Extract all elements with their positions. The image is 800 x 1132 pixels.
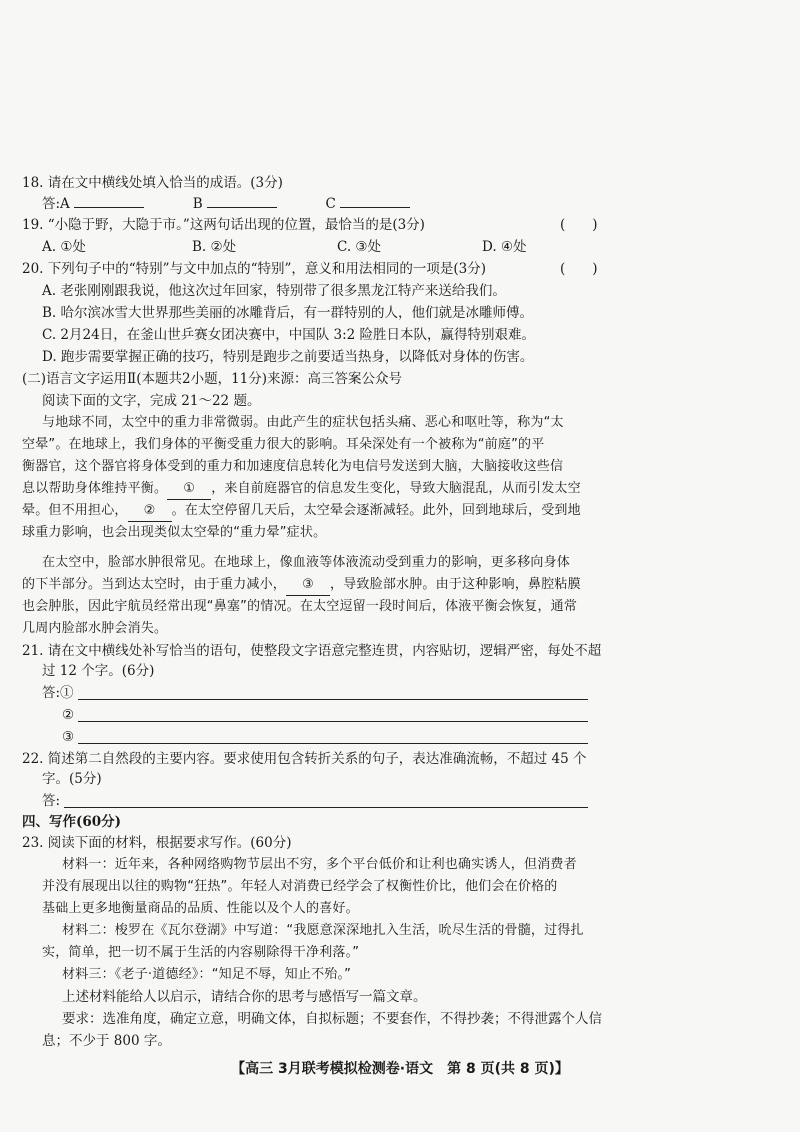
passage-blank-1: ① (167, 479, 211, 500)
q23-material3: 材料三：《老子·道德经》：“知足不辱，知止不殆。” (62, 967, 352, 982)
q23-material2-line2: 实，简单，把一切不属于生活的内容剔除得干净利落。” (42, 945, 360, 960)
q23-stem: 23. 阅读下面的材料，根据要求写作。(60分) (22, 835, 292, 851)
q19-option-b: B. ②处 (192, 239, 237, 255)
passage-p1-line5-b: 。在太空停留几天后，太空晕会逐渐减轻。此外，回到地球后，受到地 (171, 503, 581, 518)
q18-answer-prefix: 答:A (42, 196, 70, 212)
q23-material1-line2: 并没有展现出以往的购物“狂热”。年轻人对消费已经学会了权衡性价比，他们会在价格的 (42, 879, 558, 894)
passage-p1-line4 (22, 479, 581, 500)
q21-mark-2: ② (62, 707, 75, 723)
passage-blank-2: ② (128, 501, 172, 522)
q22-stem-line2: 字。(5分) (42, 771, 102, 787)
q19-answer-paren[interactable]: ( ) (560, 217, 598, 233)
passage-p1-line2: 空晕”。在地球上，我们身体的平衡受重力很大的影响。耳朵深处有一个被称为“前庭”的平 (22, 437, 545, 452)
q22-answer-line[interactable] (64, 807, 588, 808)
q21-answer-line-1[interactable] (78, 699, 588, 700)
passage-p2-line1: 在太空中，脸部水肿很常见。在地球上，像血液等体液流动受到重力的影响，更多移向身体 (42, 555, 571, 570)
q18-stem: 18. 请在文中横线处填入恰当的成语。(3分) (22, 175, 283, 191)
q23-requirement-line1: 要求：选准角度，确定立意，明确文体，自拟标题；不要套作，不得抄袭；不得泄露个人信 (62, 1011, 602, 1027)
q18-label-c: C (325, 196, 336, 212)
q19-option-c: C. ③处 (337, 239, 382, 255)
passage-p1-line4-b: ，来自前庭器官的信息发生变化，导致大脑混乱，从而引发太空 (211, 481, 581, 496)
q21-answer-line-2[interactable] (78, 721, 588, 722)
passage-p2-line2 (22, 575, 581, 596)
passage-p1-line5-a: 晕。但不用担心， (22, 503, 128, 518)
passage-p2-line2-b: ，导致脸部水肿。由于这种影响，鼻腔粘膜 (330, 577, 581, 592)
q19-option-a: A. ①处 (42, 239, 86, 255)
q18-label-b: B (192, 196, 203, 212)
q19-stem: 19. “小隐于野，大隐于市。”这两句话出现的位置，最恰当的是(3分) (22, 217, 425, 233)
passage-p1-line5 (22, 501, 581, 522)
q18-blank-b[interactable] (207, 193, 277, 208)
passage-blank-3: ③ (286, 575, 330, 596)
section2-heading: (二)语言文字运用Ⅱ(本题共2小题，11分) (22, 371, 268, 387)
section2-instruction: 阅读下面的文字，完成 21～22 题。 (42, 393, 261, 409)
section2-heading-row (22, 369, 402, 389)
q20-stem: 20. 下列句子中的“特别”与文中加点的“特别”，意义和用法相同的一项是(3分) (22, 261, 486, 277)
q20-answer-paren[interactable]: ( ) (560, 261, 598, 277)
page-footer: 【高三 3月联考模拟检测卷·语文 第 8 页(共 8 页)】 (231, 1061, 569, 1077)
q18-blank-a[interactable] (74, 193, 144, 208)
q23-material2-line1: 材料二：梭罗在《瓦尔登湖》中写道：“我愿意深深地扎入生活，吮尽生活的骨髓，过得扎 (62, 923, 584, 938)
q20-option-d: D. 跑步需要掌握正确的技巧，特别是跑步之前要适当热身，以降低对身体的伤害。 (42, 349, 534, 365)
q21-mark-3: ③ (62, 729, 75, 745)
passage-p1-line6: 球重力影响，也会出现类似太空晕的“重力晕”症状。 (22, 525, 327, 540)
q21-answer-prefix: 答:① (42, 685, 74, 701)
section2-source-note: 来源：高三答案公众号 (267, 371, 403, 387)
q23-material1-line3: 基础上更多地衡量商品的品质、性能以及个人的喜好。 (42, 901, 359, 916)
passage-p1-line4-a: 息以帮助身体维持平衡。 (22, 481, 168, 496)
q23-material1-line1: 材料一：近年来，各种网络购物节层出不穷，多个平台低价和让利也确实诱人，但消费者 (62, 857, 577, 872)
q20-option-c: C. 2月24日，在釜山世乒赛女团决赛中，中国队 3:2 险胜日本队，赢得特别艰难。 (42, 327, 536, 343)
q23-inspire: 上述材料能给人以启示，请结合你的思考与感悟写一篇文章。 (62, 989, 427, 1005)
q23-requirement-line2: 息；不少于 800 字。 (42, 1033, 171, 1049)
passage-p1-line1: 与地球不同，太空中的重力非常微弱。由此产生的症状包括头痛、恶心和呕吐等，称为“太 (42, 415, 564, 430)
passage-p2-line2-a: 的下半部分。当到达太空时，由于重力减小， (22, 577, 287, 592)
q20-option-a: A. 老张刚刚跟我说，他这次过年回家，特别带了很多黑龙江特产来送给我们。 (42, 283, 506, 299)
q21-answer-line-3[interactable] (78, 743, 588, 744)
q18-answer-row (42, 193, 410, 214)
q21-stem-line1: 21. 请在文中横线处补写恰当的语句，使整段文字语意完整连贯，内容贴切，逻辑严密，每处不超 (22, 643, 602, 659)
q20-option-b: B. 哈尔滨冰雪大世界那些美丽的冰雕背后，有一群特别的人，他们就是冰雕师傅。 (42, 305, 534, 321)
section4-heading: 四、写作(60分) (22, 814, 122, 830)
passage-p2-line4: 几周内脸部水肿会消失。 (22, 621, 168, 636)
q18-blank-c[interactable] (340, 193, 410, 208)
q22-answer-prefix: 答: (42, 793, 61, 809)
q19-option-d: D. ④处 (482, 239, 527, 255)
passage-p2-line3: 也会肿胀，因此宇航员经常出现“鼻塞”的情况。在太空逗留一段时间后，体液平衡会恢复，通常 (22, 599, 578, 614)
q21-stem-line2: 过 12 个字。(6分) (42, 663, 155, 679)
q22-stem-line1: 22. 简述第二自然段的主要内容。要求使用包含转折关系的句子，表达准确流畅，不超过 45 个 (22, 751, 587, 767)
passage-p1-line3: 衡器官，这个器官将身体受到的重力和加速度信息转化为电信号发送到大脑，大脑接收这些信 (22, 459, 564, 474)
